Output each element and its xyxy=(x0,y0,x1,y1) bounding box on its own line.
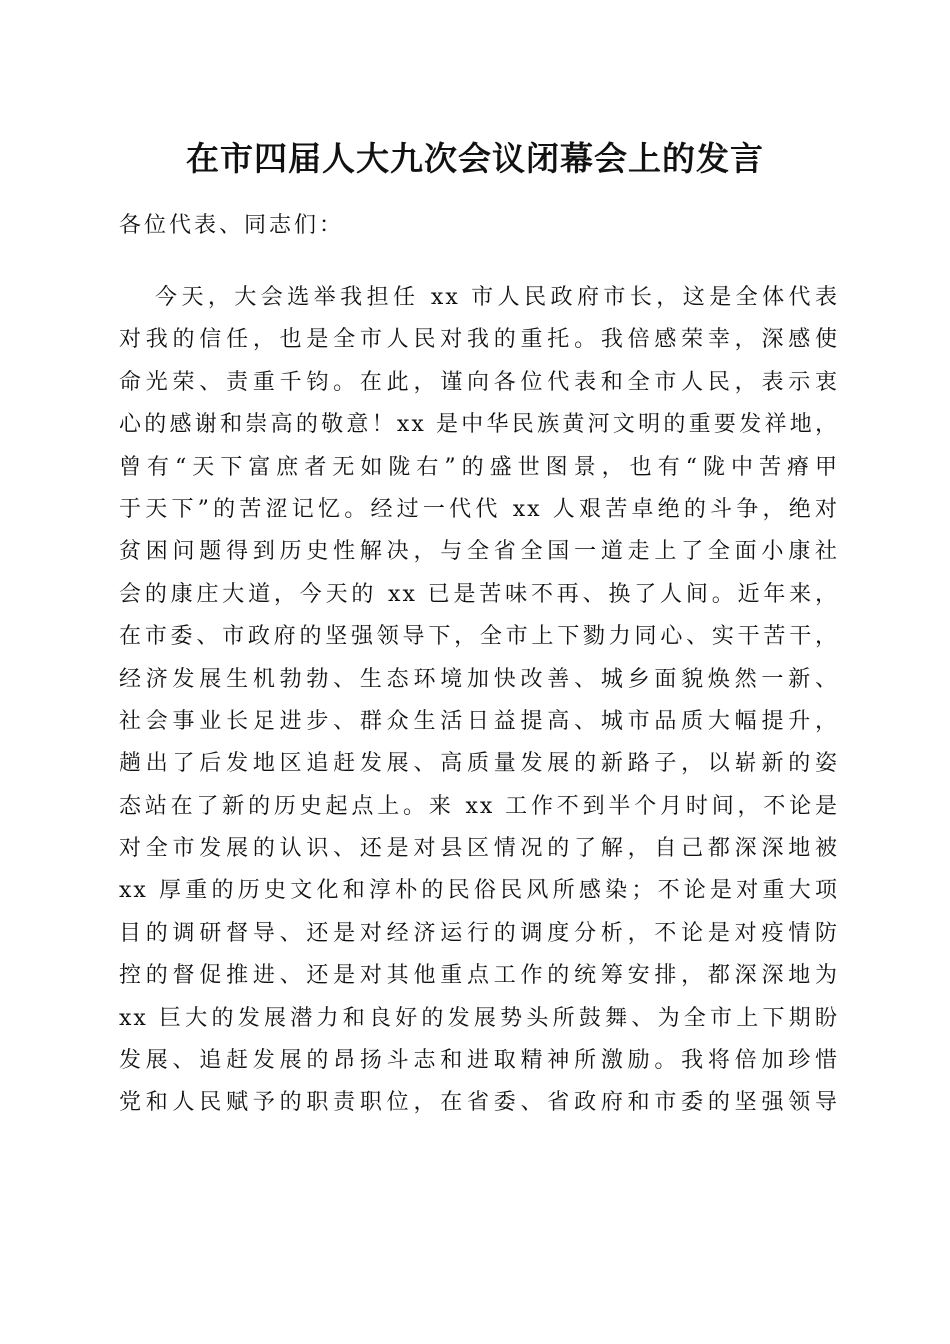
body-line: 目的调研督导、还是对经济运行的调度分析，不论是对疫情防 xyxy=(119,920,839,946)
document-title: 在市四届人大九次会议闭幕会上的发言 xyxy=(186,139,764,178)
body-line: xx 巨大的发展潜力和良好的发展势头所鼓舞、为全市上下期盼 xyxy=(119,1005,839,1031)
body-line: 趟出了后发地区追赶发展、高质量发展的新路子，以崭新的姿 xyxy=(119,751,839,777)
speech-body xyxy=(119,277,839,1125)
body-line: xx 厚重的历史文化和淳朴的民俗民风所感染；不论是对重大项 xyxy=(119,878,839,904)
body-line: 控的督促推进、还是对其他重点工作的统筹安排，都深深地为 xyxy=(119,963,839,989)
body-line: 党和人民赋予的职责职位，在省委、省政府和市委的坚强领导 xyxy=(119,1090,839,1116)
body-line: 经济发展生机勃勃、生态环境加快改善、城乡面貌焕然一新、 xyxy=(119,666,839,692)
body-line: 会的康庄大道，今天的 xx 已是苦味不再、换了人间。近年来， xyxy=(119,581,839,607)
body-line: 发展、追赶发展的昂扬斗志和进取精神所激励。我将倍加珍惜 xyxy=(119,1048,839,1074)
body-line: 今天，大会选举我担任 xx 市人民政府市长，这是全体代表 xyxy=(155,285,839,310)
body-line: 社会事业长足进步、群众生活日益提高、城市品质大幅提升， xyxy=(119,708,839,734)
body-line: 命光荣、责重千钧。在此，谨向各位代表和全市人民，表示衷 xyxy=(119,369,839,395)
body-line: 在市委、市政府的坚强领导下，全市上下勠力同心、实干苦干， xyxy=(119,624,839,650)
body-line: 态站在了新的历史起点上。来 xx 工作不到半个月时间，不论是 xyxy=(119,793,839,819)
body-line: 心的感谢和崇高的敬意！xx 是中华民族黄河文明的重要发祥地， xyxy=(119,412,839,438)
body-line: 对全市发展的认识、还是对县区情况的了解，自己都深深地被 xyxy=(119,836,839,862)
body-line: 曾有“天下富庶者无如陇右”的盛世图景，也有“陇中苦瘠甲 xyxy=(119,454,839,480)
body-line: 于天下”的苦涩记忆。经过一代代 xx 人艰苦卓绝的斗争，绝对 xyxy=(119,496,839,522)
salutation: 各位代表、同志们： xyxy=(119,213,345,238)
body-line: 贫困问题得到历史性解决，与全省全国一道走上了全面小康社 xyxy=(119,539,839,565)
body-line: 对我的信任，也是全市人民对我的重托。我倍感荣幸，深感使 xyxy=(119,327,839,353)
